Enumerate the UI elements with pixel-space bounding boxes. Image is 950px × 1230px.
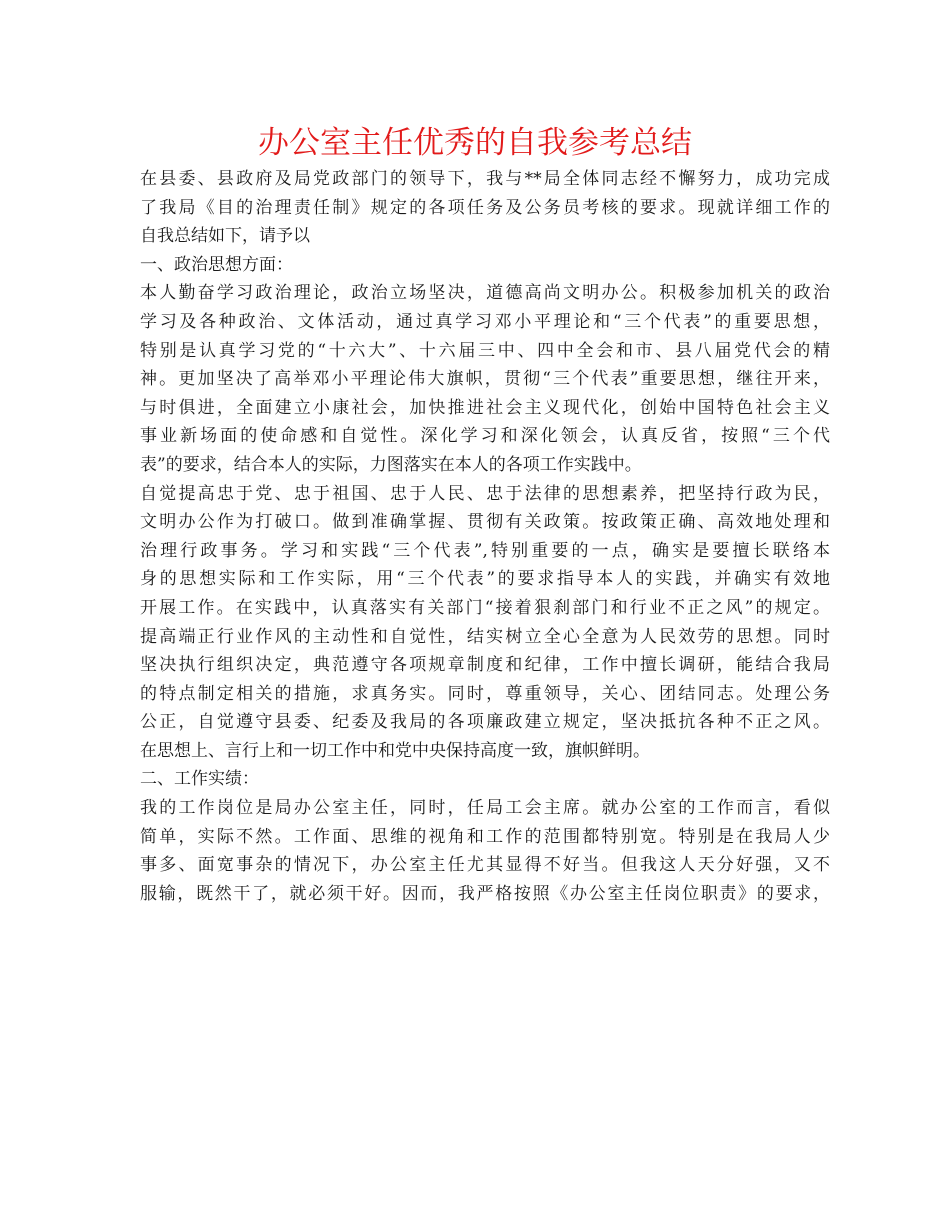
document-title: 办公室主任优秀的自我参考总结: [258, 125, 692, 161]
text-line: 表”的要求，结合本人的实际，力图落实在本人的各项工作实践中。: [140, 454, 642, 475]
text-line: 事业新场面的使命感和自觉性。深化学习和深化领会，认真反省，按照“三个代: [140, 426, 830, 447]
text-line: 身的思想实际和工作实际，用“三个代表”的要求指导本人的实践，并确实有效地: [140, 569, 830, 590]
text-line: 公正，自觉遵守县委、纪委及我局的各项廉政建立规定，坚决抵抗各种不正之风。: [140, 712, 830, 733]
text-line: 我的工作岗位是局办公室主任，同时，任局工会主席。就办公室的工作而言，看似: [140, 798, 830, 819]
text-line: 自觉提高忠于党、忠于祖国、忠于人民、忠于法律的思想素养，把坚持行政为民，: [140, 483, 830, 504]
text-line: 事多、面宽事杂的情况下，办公室主任尤其显得不好当。但我这人天分好强，又不: [140, 855, 830, 876]
text-line: 二、工作实绩：: [140, 769, 259, 790]
text-line: 坚决执行组织决定，典范遵守各项规章制度和纪律，工作中擅长调研，能结合我局: [140, 655, 830, 676]
text-line: 服输，既然干了，就必须干好。因而，我严格按照《办公室主任岗位职责》的要求，: [140, 883, 830, 904]
text-line: 与时俱进，全面建立小康社会，加快推进社会主义现代化，创始中国特色社会主义: [140, 397, 830, 418]
text-line: 提高端正行业作风的主动性和自觉性，结实树立全心全意为人民效劳的思想。同时: [140, 626, 830, 647]
text-line: 的特点制定相关的措施，求真务实。同时，尊重领导，关心、团结同志。处理公务: [140, 683, 830, 704]
text-line: 自我总结如下，请予以: [140, 226, 310, 247]
text-line: 在思想上、言行上和一切工作中和党中央保持高度一致，旗帜鲜明。: [140, 740, 650, 761]
document-body: [140, 165, 830, 908]
text-line: 神。更加坚决了高举邓小平理论伟大旗帜，贯彻“三个代表”重要思想，继往开来，: [140, 369, 830, 390]
text-line: 治理行政事务。学习和实践“三个代表”,特别重要的一点，确实是要擅长联络本: [140, 540, 830, 561]
text-line: 文明办公作为打破口。做到准确掌握、贯彻有关政策。按政策正确、高效地处理和: [140, 512, 830, 533]
text-line: 开展工作。在实践中，认真落实有关部门“接着狠刹部门和行业不正之风”的规定。: [140, 597, 830, 618]
text-line: 了我局《目的治理责任制》规定的各项任务及公务员考核的要求。现就详细工作的: [140, 197, 830, 218]
text-line: 在县委、县政府及局党政部门的领导下，我与**局全体同志经不懈努力，成功完成: [140, 169, 830, 189]
text-line: 本人勤奋学习政治理论，政治立场坚决，道德高尚文明办公。积极参加机关的政治: [140, 283, 830, 304]
text-line: 一、政治思想方面：: [140, 254, 293, 275]
text-line: 学习及各种政治、文体活动，通过真学习邓小平理论和“三个代表”的重要思想，: [140, 311, 830, 332]
text-line: 简单，实际不然。工作面、思维的视角和工作的范围都特别宽。特别是在我局人少: [140, 826, 830, 847]
text-line: 特别是认真学习党的“十六大”、十六届三中、四中全会和市、县八届党代会的精: [140, 340, 830, 361]
